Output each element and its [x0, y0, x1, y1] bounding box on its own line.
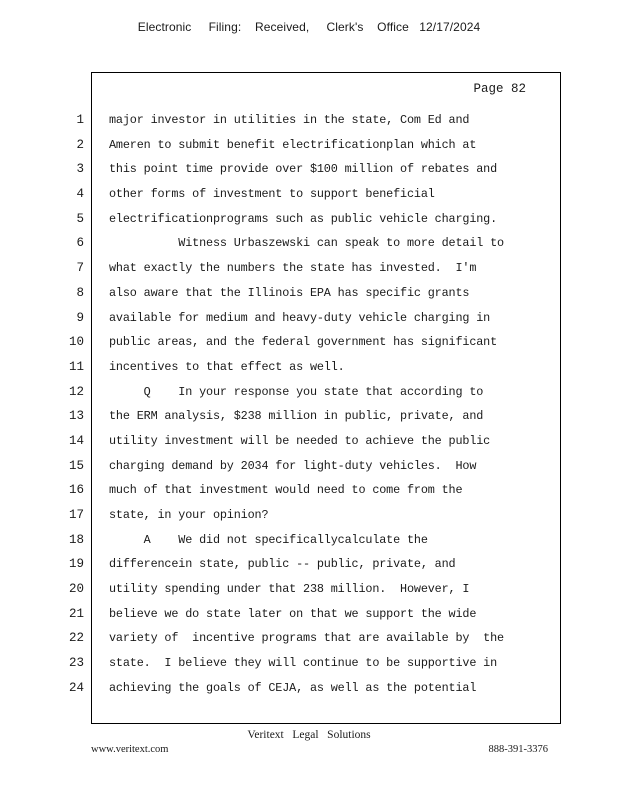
transcript-line: much of that investment would need to come from the [109, 483, 463, 498]
transcript-line: variety of incentive programs that are available by the [109, 631, 504, 646]
line-number: 20 [68, 582, 84, 597]
transcript-line: believe we do state later on that we support the wide [109, 606, 477, 621]
line-number: 24 [68, 680, 84, 695]
line-number: 17 [68, 508, 84, 522]
line-number-column [40, 108, 84, 701]
line-number: 10 [68, 335, 84, 350]
line-number: 16 [68, 483, 84, 498]
line-number: 22 [68, 631, 84, 646]
line-number: 23 [68, 656, 84, 671]
line-number: 13 [68, 409, 84, 424]
transcript-line: state. I believe they will continue to be supportive in [109, 656, 498, 671]
transcript-line: A We did not specificallycalculate the [109, 532, 428, 547]
transcript-line: available for medium and heavy-duty vehicle charging in [109, 310, 491, 325]
line-number: 11 [68, 359, 84, 374]
line-number: 7 [76, 261, 84, 276]
line-number: 14 [68, 433, 84, 448]
transcript-line: public areas, and the federal government has significant [109, 335, 498, 350]
line-number: 1 [76, 113, 84, 127]
line-number: 2 [76, 137, 84, 152]
transcript-line: utility spending under that 238 million. However, I [109, 582, 470, 597]
footer-phone: 888-391-3376 [488, 744, 548, 755]
transcript-line: Ameren to submit benefit electrificationplan which at [109, 137, 477, 152]
line-number: 6 [76, 236, 84, 251]
transcript-line: this point time provide over $100 million of rebates and [109, 162, 498, 177]
transcript-line: also aware that the Illinois EPA has specific grants [109, 285, 470, 300]
page-number: Page 82 [473, 82, 526, 96]
transcript-line: Q In your response you state that according to [109, 384, 484, 399]
line-number: 9 [76, 310, 84, 325]
line-number: 4 [76, 187, 84, 202]
line-number: 8 [76, 285, 84, 300]
line-number: 19 [68, 557, 84, 572]
transcript-line: major investor in utilities in the state, Com Ed and [109, 113, 470, 127]
footer-company: Veritext Legal Solutions [247, 729, 371, 741]
transcript-text [109, 108, 549, 701]
transcript-line: electrificationprograms such as public vehicle charging. [109, 211, 498, 226]
line-number: 15 [68, 458, 84, 473]
transcript-line: other forms of investment to support beneficial [109, 187, 435, 202]
line-number: 12 [68, 384, 84, 399]
transcript-line: charging demand by 2034 for light-duty vehicles. How [109, 458, 477, 473]
transcript-line: differencein state, public -- public, private, and [109, 557, 456, 572]
transcript-line: achieving the goals of CEJA, as well as the potential [109, 680, 477, 695]
transcript-line: what exactly the numbers the state has invested. I'm [109, 261, 477, 276]
transcript-line: the ERM analysis, $238 million in public, private, and [109, 409, 484, 424]
transcript-line: incentives to that effect as well. [109, 359, 345, 374]
footer-website: www.veritext.com [91, 744, 169, 755]
transcript-line: utility investment will be needed to achieve the public [109, 433, 491, 448]
line-number: 18 [68, 532, 84, 547]
filing-stamp-header: Electronic Filing: Received, Clerk's Office 12/17/2024 [137, 20, 481, 34]
line-number: 3 [76, 162, 84, 177]
line-number: 5 [76, 211, 84, 226]
transcript-line: state, in your opinion? [109, 508, 269, 522]
transcript-line: Witness Urbaszewski can speak to more detail to [109, 236, 504, 251]
line-number: 21 [68, 606, 84, 621]
